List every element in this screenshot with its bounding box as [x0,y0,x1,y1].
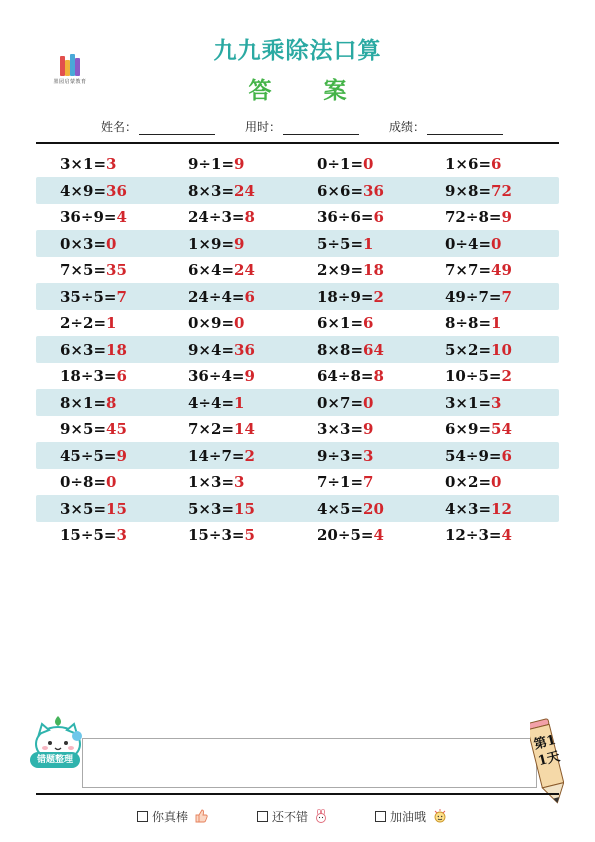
problem-expression: 2×9= [317,261,364,279]
problem-answer: 2 [244,446,255,465]
score-blank[interactable] [427,122,503,135]
problem-item [445,393,501,413]
problem-expression: 1×3= [188,473,235,491]
time-label: 用时： [245,120,282,134]
problem-answer: 20 [363,499,384,518]
problem-answer: 3 [363,446,374,465]
problem-expression: 0×9= [188,314,235,332]
problem-answer: 0 [491,473,502,491]
problem-item [317,260,384,280]
problem-answer: 0 [234,314,245,332]
problem-expression: 49÷7= [445,287,502,306]
problem-expression: 9÷1= [188,155,235,173]
problem-item [188,419,255,439]
problem-item [188,393,244,413]
problem-answer: 4 [116,208,127,226]
problem-item [188,313,244,333]
problem-item [317,154,373,174]
problem-row [36,468,559,495]
problem-item [317,446,373,466]
problem-expression: 6×6= [317,181,364,200]
problem-answer: 45 [106,420,127,438]
problem-answer: 4 [501,526,512,544]
day-tag: 第11天 [532,732,562,770]
problem-answer: 7 [116,287,127,306]
problem-answer: 6 [373,208,384,226]
problem-answer: 6 [363,314,374,332]
problem-answer: 3 [234,473,245,491]
problem-expression: 3×5= [60,499,107,518]
problem-expression: 0×3= [60,234,107,253]
problem-item [188,181,255,201]
problem-expression: 18÷9= [317,287,374,306]
problem-expression: 54÷9= [445,446,502,465]
problem-row [36,256,559,283]
cheer-icon [432,808,448,824]
problem-expression: 72÷8= [445,208,502,226]
problem-item [60,207,127,227]
problem-item [317,366,384,386]
problem-item [445,472,501,492]
problem-item [60,181,127,201]
problem-expression: 0÷8= [60,473,107,491]
problem-expression: 8÷8= [445,314,492,332]
name-blank[interactable] [139,122,215,135]
problem-row [36,177,559,204]
problem-item [60,154,116,174]
footer-label: 加油哦 [390,810,427,824]
problem-answer: 49 [491,261,512,279]
problem-item [317,525,384,545]
problem-item [445,419,512,439]
problem-item [60,234,116,254]
problem-answer: 9 [234,155,245,173]
problem-expression: 36÷4= [188,367,245,385]
problem-item [445,525,512,545]
score-label: 成绩： [389,120,426,134]
problem-answer: 15 [234,499,255,518]
problem-row [36,309,559,336]
problem-answer: 1 [234,393,245,412]
problem-answer: 15 [106,499,127,518]
problem-answer: 14 [234,420,255,438]
name-label: 姓名： [101,120,138,134]
problem-expression: 0×2= [445,473,492,491]
problem-answer: 6 [501,446,512,465]
problem-item [60,366,127,386]
problem-item [445,154,501,174]
problem-answer: 2 [373,287,384,306]
problem-answer: 6 [491,155,502,173]
problem-item [445,340,512,360]
problem-expression: 6×3= [60,340,107,359]
problem-row [36,389,559,416]
checkbox[interactable] [375,811,386,822]
problem-expression: 7×2= [188,420,235,438]
problem-answer: 12 [491,499,512,518]
problem-item [317,287,384,307]
footer-option-keep-going[interactable] [375,808,448,826]
problem-answer: 64 [363,340,384,359]
problem-item [60,340,127,360]
problem-expression: 1×6= [445,155,492,173]
problem-expression: 24÷4= [188,287,245,306]
checkbox[interactable] [257,811,268,822]
problem-answer: 35 [106,261,127,279]
problem-answer: 9 [116,446,127,465]
problem-answer: 8 [244,208,255,226]
problem-expression: 36÷6= [317,208,374,226]
problem-expression: 64÷8= [317,367,374,385]
problem-expression: 24÷3= [188,208,245,226]
problem-answer: 3 [116,526,127,544]
footer-option-good[interactable] [257,808,328,826]
problem-expression: 4×5= [317,499,364,518]
problem-item [317,499,384,519]
problem-row [36,415,559,442]
time-field[interactable] [245,118,359,135]
problem-answer: 18 [363,261,384,279]
problem-expression: 3×1= [60,155,107,173]
problem-row [36,203,559,230]
problem-answer: 18 [106,340,127,359]
problem-expression: 4÷4= [188,393,235,412]
problem-item [60,472,116,492]
problem-answer: 36 [363,181,384,200]
problem-item [317,419,373,439]
problem-row [36,336,559,363]
problem-answer: 1 [363,234,374,253]
problem-expression: 6×9= [445,420,492,438]
score-field[interactable] [389,118,503,135]
problem-answer: 72 [491,181,512,200]
problem-expression: 9×8= [445,181,492,200]
problem-expression: 8×3= [188,181,235,200]
problem-item [188,234,244,254]
problem-expression: 20÷5= [317,526,374,544]
page-title: 九九乘除法口算 [213,38,382,64]
problem-item [188,366,255,386]
problem-item [317,207,384,227]
problem-expression: 7÷1= [317,473,364,491]
problem-answer: 0 [106,473,117,491]
problem-answer: 36 [234,340,255,359]
problem-item [60,313,116,333]
name-field[interactable] [101,118,215,135]
problem-expression: 15÷5= [60,526,117,544]
problem-item [188,446,255,466]
problem-item [317,393,373,413]
problem-answer: 10 [491,340,512,359]
problem-expression: 6×1= [317,314,364,332]
problem-item [445,499,512,519]
problem-expression: 14÷7= [188,446,245,465]
problem-answer: 0 [491,234,502,253]
problem-item [445,313,501,333]
problem-answer: 3 [491,393,502,412]
problem-expression: 0÷1= [317,155,364,173]
problem-answer: 5 [244,526,255,544]
footer-option-great[interactable] [137,808,208,826]
problem-item [60,525,127,545]
problem-item [188,287,255,307]
problem-item [188,260,255,280]
problem-expression: 2÷2= [60,314,107,332]
problem-expression: 6×4= [188,261,235,279]
mistakes-label: 错题整理 [30,752,80,768]
problem-answer: 9 [363,420,374,438]
problem-item [60,499,127,519]
problem-item [60,287,127,307]
problem-expression: 7×5= [60,261,107,279]
problem-expression: 3×1= [445,393,492,412]
problem-answer: 24 [234,261,255,279]
problem-item [188,154,244,174]
problem-answer: 7 [501,287,512,306]
problem-item [317,234,373,254]
problem-row [36,495,559,522]
problem-item [317,340,384,360]
logo-name: 墨园启蒙教育 [53,79,87,85]
problem-item [60,260,127,280]
bunny-icon [314,809,328,823]
info-line [0,118,595,138]
problem-expression: 3×3= [317,420,364,438]
problem-answer: 9 [244,367,255,385]
thumbs-up-icon [194,809,208,823]
problem-answer: 0 [363,393,374,412]
problem-expression: 36÷9= [60,208,117,226]
problem-expression: 8×1= [60,393,107,412]
problem-item [188,207,255,227]
problem-expression: 8×8= [317,340,364,359]
problem-item [445,446,512,466]
problem-expression: 4×9= [60,181,107,200]
problem-item [317,472,373,492]
problem-answer: 0 [106,234,117,253]
problem-answer: 9 [234,234,245,253]
problem-expression: 5×3= [188,499,235,518]
problem-answer: 8 [106,393,117,412]
problem-expression: 18÷3= [60,367,117,385]
problem-expression: 5×2= [445,340,492,359]
problem-item [60,419,127,439]
problem-expression: 10÷5= [445,367,502,385]
bottom-divider [36,793,559,795]
problem-item [445,287,512,307]
problem-answer: 0 [363,155,374,173]
problem-item [445,366,512,386]
problem-answer: 24 [234,181,255,200]
problem-expression: 15÷3= [188,526,245,544]
problem-item [188,472,244,492]
problem-expression: 12÷3= [445,526,502,544]
problem-answer: 1 [106,314,117,332]
page-subtitle: 答 案 [248,78,369,104]
problem-item [60,393,116,413]
time-blank[interactable] [283,122,359,135]
problem-item [445,181,512,201]
problem-item [317,181,384,201]
checkbox[interactable] [137,811,148,822]
problem-answer: 6 [244,287,255,306]
problem-row [36,521,559,548]
problem-expression: 7×7= [445,261,492,279]
mistakes-box[interactable] [82,738,537,788]
problem-item [445,234,501,254]
problem-answer: 9 [501,208,512,226]
problem-item [445,260,512,280]
problem-row [36,362,559,389]
problem-row [36,283,559,310]
problem-row [36,230,559,257]
footer-label: 还不错 [272,810,309,824]
top-divider [36,142,559,144]
problem-expression: 1×9= [188,234,235,253]
problem-answer: 4 [373,526,384,544]
footer-label: 你真棒 [152,810,189,824]
problem-row [36,150,559,177]
problem-answer: 36 [106,181,127,200]
problem-item [188,499,255,519]
problem-answer: 6 [116,367,127,385]
problem-answer: 2 [501,367,512,385]
problem-item [445,207,512,227]
problem-expression: 9÷3= [317,446,364,465]
problem-item [188,525,255,545]
problem-expression: 35÷5= [60,287,117,306]
problem-expression: 0×7= [317,393,364,412]
problem-expression: 9×4= [188,340,235,359]
problem-answer: 8 [373,367,384,385]
problem-expression: 9×5= [60,420,107,438]
problem-row [36,442,559,469]
problem-expression: 45÷5= [60,446,117,465]
problem-answer: 1 [491,314,502,332]
problem-answer: 3 [106,155,117,173]
problem-answer: 54 [491,420,512,438]
problem-expression: 4×3= [445,499,492,518]
problem-item [60,446,127,466]
problem-expression: 5÷5= [317,234,364,253]
problem-expression: 0÷4= [445,234,492,253]
problem-item [317,313,373,333]
problem-answer: 7 [363,473,374,491]
problem-item [188,340,255,360]
